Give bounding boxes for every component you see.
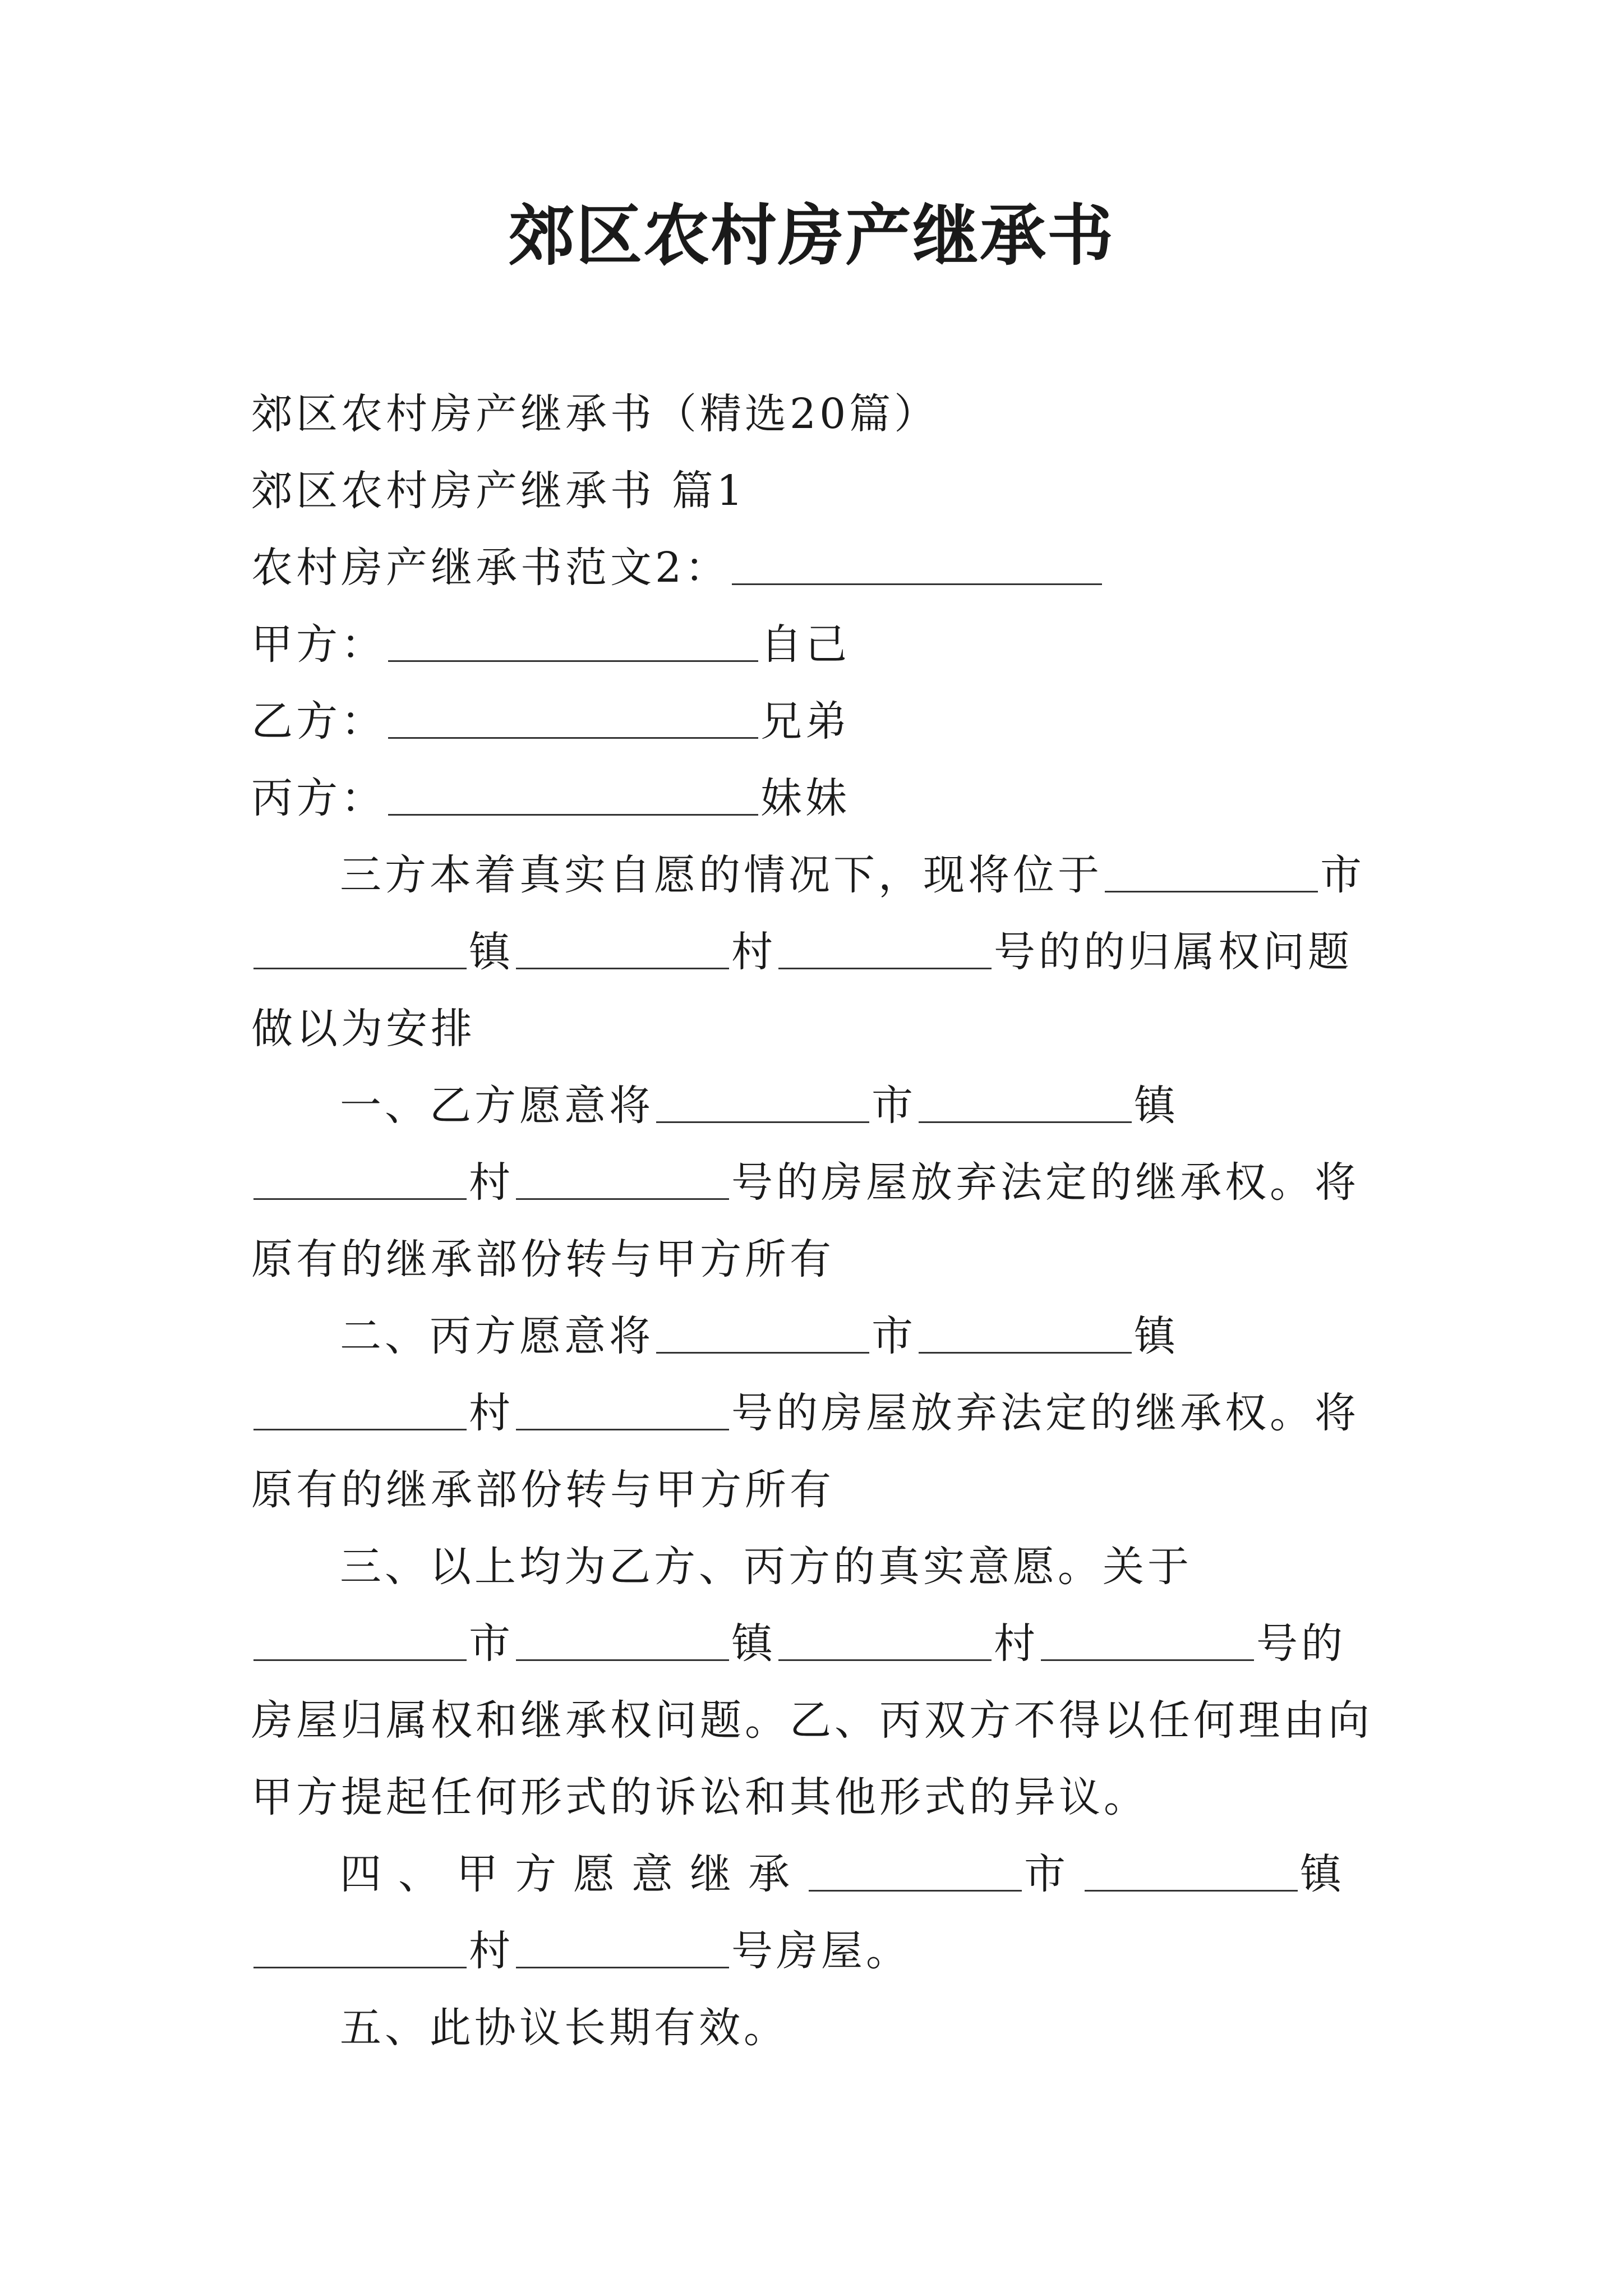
clause-3-village: 村 (994, 1619, 1039, 1668)
party-b-label: 乙方： (251, 697, 386, 746)
sample-blank (732, 542, 1102, 585)
clause-1-lead: 一、乙方愿意将 (340, 1082, 654, 1130)
clause-1-extra-blank (253, 1157, 467, 1200)
clause-3 (251, 1529, 1378, 1836)
party-a-line (251, 606, 1378, 683)
party-a-role: 自己 (760, 620, 850, 669)
clause-3-extra-blank (253, 1618, 467, 1661)
intro-village: 村 (731, 928, 776, 976)
clause-3-number-blank (1041, 1618, 1254, 1661)
clause-2-city: 市 (872, 1312, 916, 1360)
clause-4-tail: 号房屋。 (731, 1927, 911, 1975)
document-title: 郊区农村房产继承书 (508, 196, 1114, 274)
clause-2-town-blank (919, 1310, 1132, 1354)
clause-1-tail: 号的房屋放弃法定的继承权。将原有的继承部份转与甲方所有 (251, 1158, 1359, 1283)
clause-1 (251, 1068, 1378, 1298)
clause-2-tail: 号的房屋放弃法定的继承权。将原有的继承部份转与甲方所有 (251, 1389, 1359, 1514)
intro-city-blank (1105, 849, 1318, 892)
clause-4-village: 村 (469, 1927, 514, 1975)
subtitle (251, 376, 1378, 453)
clause-2-number-blank (516, 1387, 729, 1430)
party-c-label: 丙方： (251, 774, 386, 822)
section-heading (251, 453, 1378, 530)
clause-4-extra-blank (253, 1925, 467, 1968)
intro-town: 镇 (469, 928, 514, 976)
clause-3-city-blank (516, 1618, 729, 1661)
clause-2 (251, 1298, 1378, 1529)
clause-2-town: 镇 (1134, 1312, 1179, 1360)
clause-3-tail: 号的房屋归属权和继承权问题。乙、丙双方不得以任何理由向甲方提起任何形式的诉讼和其他形式的异议。 (251, 1619, 1373, 1821)
intro-town-blank (253, 926, 467, 969)
sample-heading-text: 农村房产继承书范文2： (251, 544, 730, 592)
party-a-label: 甲方： (251, 620, 386, 669)
party-c-role: 妹妹 (760, 774, 850, 822)
clause-4-town: 镇 (1300, 1850, 1358, 1898)
clause-1-town-blank (919, 1080, 1132, 1123)
subtitle-text: 郊区农村房产继承书（精选20篇） (251, 390, 939, 438)
intro-paragraph (251, 837, 1378, 1068)
clause-1-town: 镇 (1134, 1082, 1179, 1130)
intro-lead: 三方本着真实自愿的情况下，现将位于 (340, 851, 1103, 899)
clause-1-city-blank (656, 1080, 869, 1123)
party-a-blank (388, 619, 758, 662)
party-b-line (251, 683, 1378, 760)
clause-1-village: 村 (469, 1158, 514, 1207)
clause-1-number-blank (516, 1157, 729, 1200)
clause-4-city-blank (809, 1848, 1022, 1892)
party-c-line (251, 760, 1378, 837)
clause-2-city-blank (656, 1310, 869, 1354)
intro-city: 市 (1320, 851, 1365, 899)
clause-2-village: 村 (469, 1389, 514, 1437)
section-heading-text: 郊区农村房产继承书 篇1 (251, 467, 746, 515)
party-b-role: 兄弟 (760, 697, 850, 746)
clause-5-text: 五、此协议长期有效。 (340, 2004, 789, 2052)
clause-4-city: 市 (1024, 1850, 1082, 1898)
clause-3-city: 市 (469, 1619, 514, 1668)
clause-4-lead: 四、甲方愿意继承 (340, 1850, 806, 1898)
document-body (251, 376, 1378, 837)
sample-heading (251, 530, 1378, 606)
clause-3-town: 镇 (731, 1619, 776, 1668)
intro-tail: 号的的归属权问题做以为安排 (251, 928, 1353, 1053)
clause-4-number-blank (516, 1925, 729, 1968)
document-clauses (251, 837, 1378, 2067)
intro-village-blank (516, 926, 729, 969)
clause-3-town-blank (778, 1618, 992, 1661)
party-b-blank (388, 696, 758, 739)
clause-2-lead: 二、丙方愿意将 (340, 1312, 654, 1360)
clause-5 (251, 1990, 1378, 2067)
clause-4-town-blank (1085, 1848, 1298, 1892)
intro-number-blank (778, 926, 992, 969)
clause-4 (251, 1836, 1378, 1990)
clause-3-lead: 三、以上均为乙方、丙方的真实意愿。关于 (340, 1543, 1192, 1591)
clause-1-city: 市 (872, 1082, 916, 1130)
clause-2-extra-blank (253, 1387, 467, 1430)
party-c-blank (388, 772, 758, 816)
